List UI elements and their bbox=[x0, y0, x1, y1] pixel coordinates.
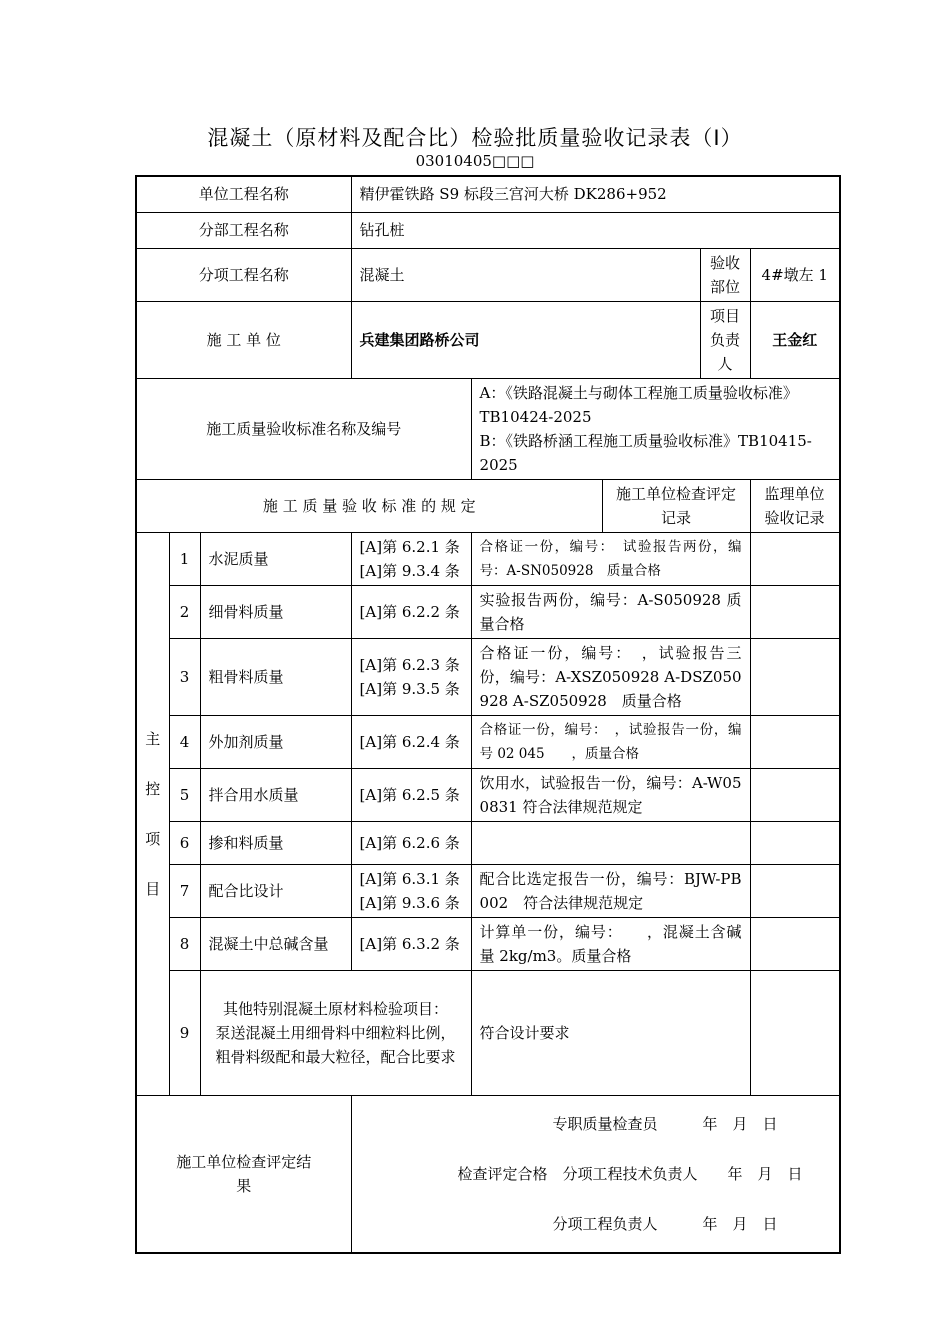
clause-line: [A]第 6.2.6 条 bbox=[359, 833, 460, 852]
standard-b: B：《铁路桥涵工程施工质量验收标准》TB10415-2025 bbox=[479, 431, 812, 474]
table-row bbox=[136, 768, 840, 821]
item9-line: 粗骨料级配和最大粒径，配合比要求 bbox=[215, 1047, 456, 1066]
item-no: 4 bbox=[169, 715, 200, 768]
item-record: 符合设计要求 bbox=[471, 970, 750, 1095]
table-row bbox=[136, 638, 840, 715]
sub-project-row bbox=[136, 212, 840, 248]
clause-line: [A]第 6.2.2 条 bbox=[359, 602, 460, 621]
inspector-signature-line: 专职质量检查员 年 月 日 bbox=[552, 1114, 778, 1133]
item-clause bbox=[351, 821, 471, 864]
item9-line: 其他特别混凝土原材料检验项目： bbox=[223, 999, 449, 1018]
clause-line: [A]第 6.2.5 条 bbox=[359, 785, 460, 804]
item-no: 8 bbox=[169, 917, 200, 970]
item-record: 合格证一份，编号： ，试验报告一份，编号 02 045 ，质量合格 bbox=[471, 715, 750, 768]
item-name: 混凝土中总碱含量 bbox=[200, 917, 351, 970]
item-manager-signature-line: 分项工程负责人 年 月 日 bbox=[552, 1214, 778, 1233]
item-name bbox=[200, 970, 471, 1095]
item-clause bbox=[351, 715, 471, 768]
clause-line: [A]第 9.3.5 条 bbox=[359, 679, 460, 698]
item-clause bbox=[351, 917, 471, 970]
table-row bbox=[136, 970, 840, 1095]
clause-line: [A]第 6.2.3 条 bbox=[359, 655, 460, 674]
item-record: 实验报告两份，编号：A-S050928 质量合格 bbox=[471, 585, 750, 638]
item-no: 2 bbox=[169, 585, 200, 638]
main-control-char: 项 bbox=[145, 829, 161, 848]
item-project-value: 混凝土 bbox=[351, 248, 700, 301]
item-name: 细骨料质量 bbox=[200, 585, 351, 638]
supervisor-cell bbox=[750, 821, 839, 864]
clause-line: [A]第 9.3.6 条 bbox=[359, 893, 460, 912]
item-clause bbox=[351, 585, 471, 638]
acceptance-part-value: 4#墩左 1 bbox=[750, 248, 840, 301]
item-record: 合格证一份，编号： ，试验报告三份，编号：A-XSZ050928 A-DSZ050928 A-SZ050928 质量合格 bbox=[471, 638, 750, 715]
item-record: 合格证一份，编号： 试验报告两份，编号：A-SN050928 质量合格 bbox=[471, 532, 750, 585]
unit-project-label: 单位工程名称 bbox=[136, 176, 351, 212]
clause-line: [A]第 6.3.2 条 bbox=[359, 934, 460, 953]
standard-values bbox=[471, 378, 839, 479]
item-record: 配合比选定报告一份，编号：BJW-PB002 符合法律规范规定 bbox=[471, 864, 750, 917]
table-row bbox=[136, 917, 840, 970]
item-name: 粗骨料质量 bbox=[200, 638, 351, 715]
item-no: 3 bbox=[169, 638, 200, 715]
supervisor-cell bbox=[750, 532, 839, 585]
manager-value: 王金红 bbox=[750, 301, 840, 378]
item-no: 7 bbox=[169, 864, 200, 917]
item-clause bbox=[351, 864, 471, 917]
standard-a: A：《铁路混凝土与砌体工程施工质量验收标准》TB10424-2025 bbox=[479, 383, 798, 426]
clause-line: [A]第 6.3.1 条 bbox=[359, 869, 460, 888]
table-row bbox=[136, 821, 840, 864]
tech-lead-signature-line: 检查评定合格 分项工程技术负责人 年 月 日 bbox=[457, 1164, 803, 1183]
item-record bbox=[471, 821, 750, 864]
main-control-char: 目 bbox=[145, 879, 161, 898]
result-label: 施工单位检查评定结果 bbox=[136, 1095, 351, 1253]
main-control-label bbox=[136, 532, 169, 1095]
item-no: 9 bbox=[169, 970, 200, 1095]
clause-line: [A]第 9.3.4 条 bbox=[359, 561, 460, 580]
supervisor-cell bbox=[750, 970, 839, 1095]
table-row bbox=[136, 715, 840, 768]
sub-project-label: 分部工程名称 bbox=[136, 212, 351, 248]
standard-label: 施工质量验收标准名称及编号 bbox=[136, 378, 471, 479]
standard-row bbox=[136, 378, 840, 479]
unit-project-row bbox=[136, 176, 840, 212]
item-clause bbox=[351, 768, 471, 821]
item-no: 1 bbox=[169, 532, 200, 585]
sub-project-value: 钻孔桩 bbox=[351, 212, 839, 248]
acceptance-part-label: 验收部位 bbox=[700, 248, 750, 301]
supervisor-cell bbox=[750, 715, 839, 768]
table-row bbox=[136, 532, 840, 585]
supervisor-cell bbox=[750, 585, 839, 638]
item-name: 拌合用水质量 bbox=[200, 768, 351, 821]
item-name: 掺和料质量 bbox=[200, 821, 351, 864]
item-no: 5 bbox=[169, 768, 200, 821]
main-control-char: 主 bbox=[145, 729, 161, 748]
contractor-row bbox=[136, 301, 840, 378]
item-project-row bbox=[136, 248, 840, 301]
supervisor-cell bbox=[750, 768, 839, 821]
rules-header: 施 工 质 量 验 收 标 准 的 规 定 bbox=[136, 479, 602, 532]
item-project-label: 分项工程名称 bbox=[136, 248, 351, 301]
clause-line: [A]第 6.2.4 条 bbox=[359, 732, 460, 751]
supervisor-cell bbox=[750, 864, 839, 917]
contractor-label: 施 工 单 位 bbox=[136, 301, 351, 378]
form-code: 03010405□□□ bbox=[415, 152, 535, 170]
item-name: 配合比设计 bbox=[200, 864, 351, 917]
manager-label: 项目负责人 bbox=[700, 301, 750, 378]
supervisor-cell bbox=[750, 638, 839, 715]
item-no: 6 bbox=[169, 821, 200, 864]
clause-line: [A]第 6.2.1 条 bbox=[359, 537, 460, 556]
item-record: 计算单一份，编号： ，混凝土含碱量 2kg/m3。质量合格 bbox=[471, 917, 750, 970]
table-row bbox=[136, 864, 840, 917]
signature-block bbox=[351, 1095, 839, 1253]
item9-line: 泵送混凝土用细骨料中细粒料比例， bbox=[215, 1023, 456, 1042]
item-record: 饮用水，试验报告一份，编号：A-W050831 符合法律规范规定 bbox=[471, 768, 750, 821]
item-name: 水泥质量 bbox=[200, 532, 351, 585]
supervisor-cell bbox=[750, 917, 839, 970]
contractor-value: 兵建集团路桥公司 bbox=[351, 301, 700, 378]
page-title: 混凝土（原材料及配合比）检验批质量验收记录表（Ⅰ） bbox=[207, 126, 743, 150]
item-clause bbox=[351, 638, 471, 715]
column-header-row bbox=[136, 479, 840, 532]
supervisor-header: 监理单位验收记录 bbox=[750, 479, 839, 532]
unit-project-value: 精伊霍铁路 S9 标段三宫河大桥 DK286+952 bbox=[351, 176, 839, 212]
acceptance-record-table bbox=[135, 175, 841, 1254]
main-control-char: 控 bbox=[145, 779, 161, 798]
item-clause bbox=[351, 532, 471, 585]
item-name: 外加剂质量 bbox=[200, 715, 351, 768]
table-row bbox=[136, 585, 840, 638]
contractor-check-header: 施工单位检查评定记录 bbox=[602, 479, 750, 532]
result-row bbox=[136, 1095, 840, 1253]
